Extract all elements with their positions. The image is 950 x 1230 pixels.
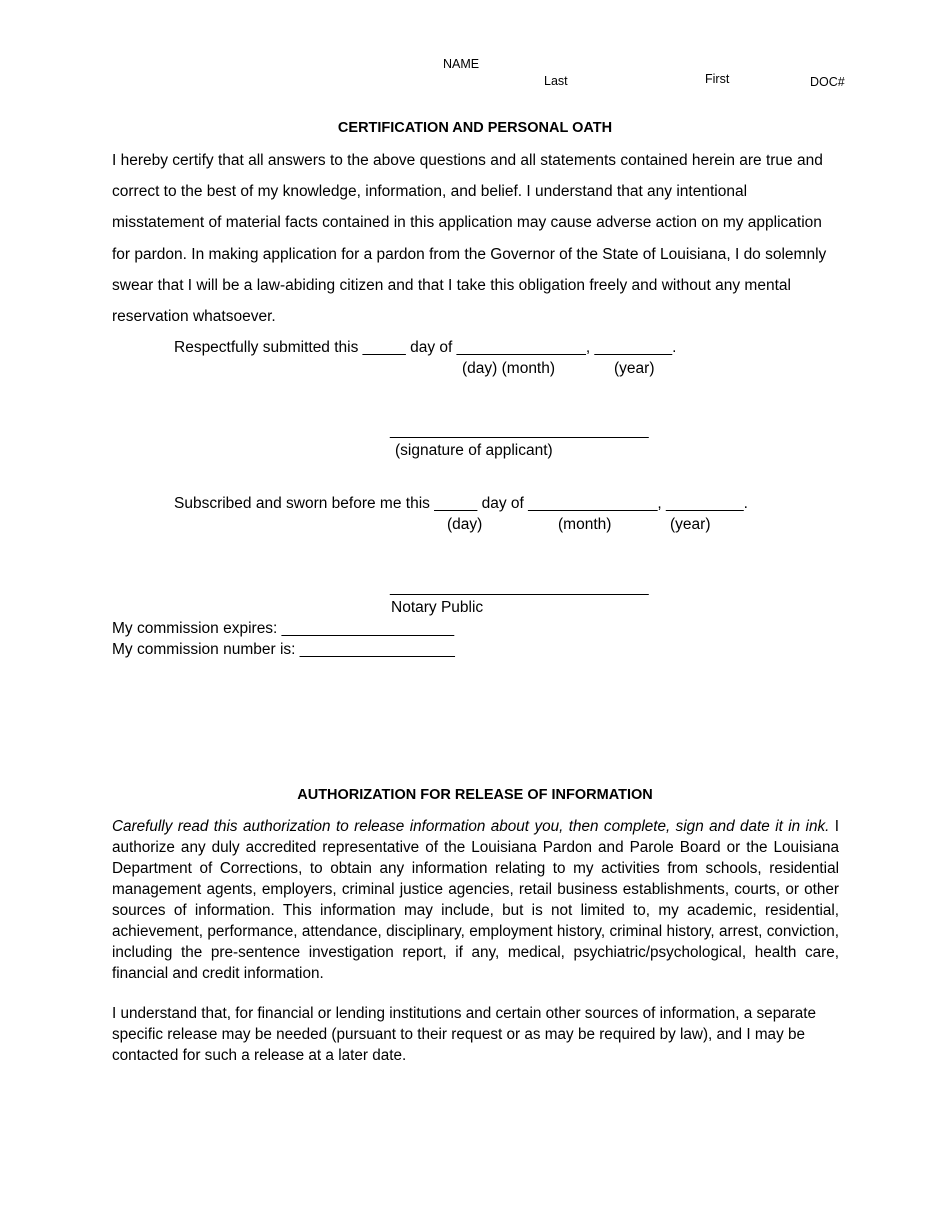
applicant-signature-line: ______________________________ <box>390 422 649 439</box>
last-name-label: Last <box>544 74 568 88</box>
first-name-label: First <box>705 72 730 86</box>
submitted-day-month-caption: (day) (month) <box>462 360 556 377</box>
sworn-day-caption: (day) <box>447 516 483 533</box>
doc-number-label: DOC# <box>810 75 845 89</box>
sworn-month-caption: (month) <box>558 516 612 533</box>
sworn-date-line: Subscribed and sworn before me this _____ day of _______________, _________. <box>174 495 748 512</box>
authorization-paragraph-2: I understand that, for financial or lending institutions and certain other sources of information, a separate specific release may be needed (pursuant to their request or as may be required by law), and I may be contacted for such a release at a later date. <box>112 1005 817 1064</box>
commission-expires-line: My commission expires: ____________________ <box>112 620 455 637</box>
authorization-paragraph-1 <box>112 816 839 984</box>
authorization-instruction: Carefully read this authorization to release information about you, then complete, sign and date it in ink. <box>112 818 830 835</box>
notary-signature-line: ______________________________ <box>390 579 649 596</box>
notary-public-caption: Notary Public <box>391 599 484 616</box>
sworn-year-caption: (year) <box>670 516 711 533</box>
authorization-title: AUTHORIZATION FOR RELEASE OF INFORMATION <box>297 787 653 803</box>
oath-paragraph: I hereby certify that all answers to the above questions and all statements contained herein are true and correct to the best of my knowledge, information, and belief. I understand that any intentional misstatement of material facts contained in this application may cause adverse action on my application for pardon. In making application for a pardon from the Governor of the State of Louisiana, I do solemnly swear that I will be a law-abiding citizen and that I take this obligation freely and without any mental reservation whatsoever. <box>112 152 827 326</box>
commission-number-line: My commission number is: __________________ <box>112 641 455 658</box>
submitted-year-caption: (year) <box>614 360 655 377</box>
applicant-signature-caption: (signature of applicant) <box>395 442 553 459</box>
submitted-date-line: Respectfully submitted this _____ day of _______________, _________. <box>174 339 677 356</box>
certification-title: CERTIFICATION AND PERSONAL OATH <box>337 120 613 136</box>
name-label: NAME <box>443 57 480 71</box>
authorization-body: I authorize any duly accredited representative of the Louisiana Pardon and Parole Board or the Louisiana Department of Corrections, to obtain any information relating to my activities from schools, residential management agents, employers, criminal justice agencies, retail business establishments, courts, or other sources of information. This information may include, but is not limited to, my academic, residential, achievement, performance, attendance, disciplinary, employment history, criminal history, arrest, conviction, including the pre-sentence investigation report, if any, medical, psychiatric/psychological, health care, financial and credit information. <box>112 818 840 982</box>
